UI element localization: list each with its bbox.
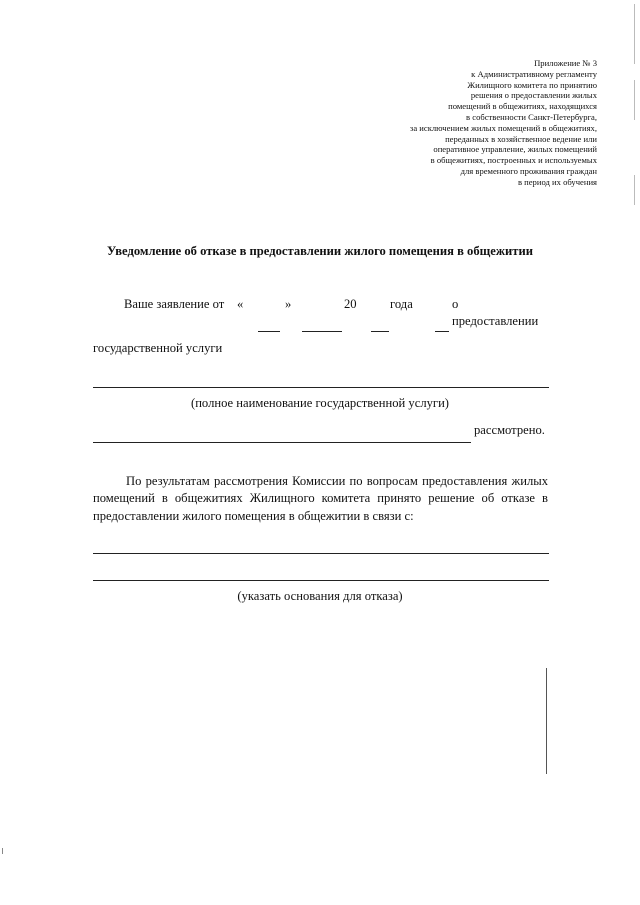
considered-word: рассмотрено. xyxy=(474,423,545,437)
application-prefix: Ваше заявление от xyxy=(124,297,225,311)
year-blank xyxy=(371,331,389,332)
appendix-line: решения о предоставлении жилых xyxy=(470,90,597,101)
scan-edge-mark xyxy=(546,668,547,774)
scan-edge-mark xyxy=(634,175,635,205)
appendix-line: помещений в общежитиях, находящихся xyxy=(448,101,597,112)
appendix-header xyxy=(337,58,597,188)
year-word: года xyxy=(390,297,413,311)
open-quote: « xyxy=(237,297,244,311)
appendix-line: переданных в хозяйственное ведение или xyxy=(445,133,597,144)
service-name-caption: (полное наименование государственной услуги) xyxy=(191,396,449,410)
reason-line-2 xyxy=(93,580,549,581)
reason-caption: (указать основания для отказа) xyxy=(237,589,403,603)
appendix-line: в период их обучения xyxy=(517,176,597,187)
appendix-line: в общежитиях, построенных и используемых xyxy=(430,155,597,166)
about-word: о xyxy=(452,297,459,311)
scan-edge-mark xyxy=(634,80,635,120)
appendix-line: для временного проживания граждан xyxy=(460,165,597,176)
appendix-line: Приложение № 3 xyxy=(534,58,597,68)
appendix-line: оперативное управление, жилых помещений xyxy=(433,144,597,155)
year-prefix: 20 xyxy=(344,297,357,311)
appendix-line: Жилищного комитета по принятию xyxy=(467,79,597,90)
considered-line xyxy=(93,442,471,443)
reason-line-1 xyxy=(93,553,549,554)
scan-edge-mark xyxy=(634,4,635,64)
service-word: государственной услуги xyxy=(93,341,223,355)
day-blank xyxy=(258,331,280,332)
close-quote: » xyxy=(285,297,292,311)
appendix-line: к Административному регламенту xyxy=(471,68,597,79)
service-name-line xyxy=(93,387,549,388)
provision-word: предоставлении xyxy=(452,314,539,328)
decision-paragraph: По результатам рассмотрения Комиссии по вопросам предоставления жилых помещений в общежитиях Жилищного комитета принято решение об отказе в предоставлении жилого помещения в общежитии в связи с: xyxy=(93,474,548,523)
month-blank xyxy=(302,331,342,332)
appendix-line: в собственности Санкт-Петербурга, xyxy=(466,111,597,122)
scan-edge-mark xyxy=(2,848,3,854)
extra-blank xyxy=(435,331,449,332)
appendix-line: за исключением жилых помещений в общежитиях, xyxy=(409,122,597,133)
document-title: Уведомление об отказе в предоставлении жилого помещения в общежитии xyxy=(107,244,533,258)
